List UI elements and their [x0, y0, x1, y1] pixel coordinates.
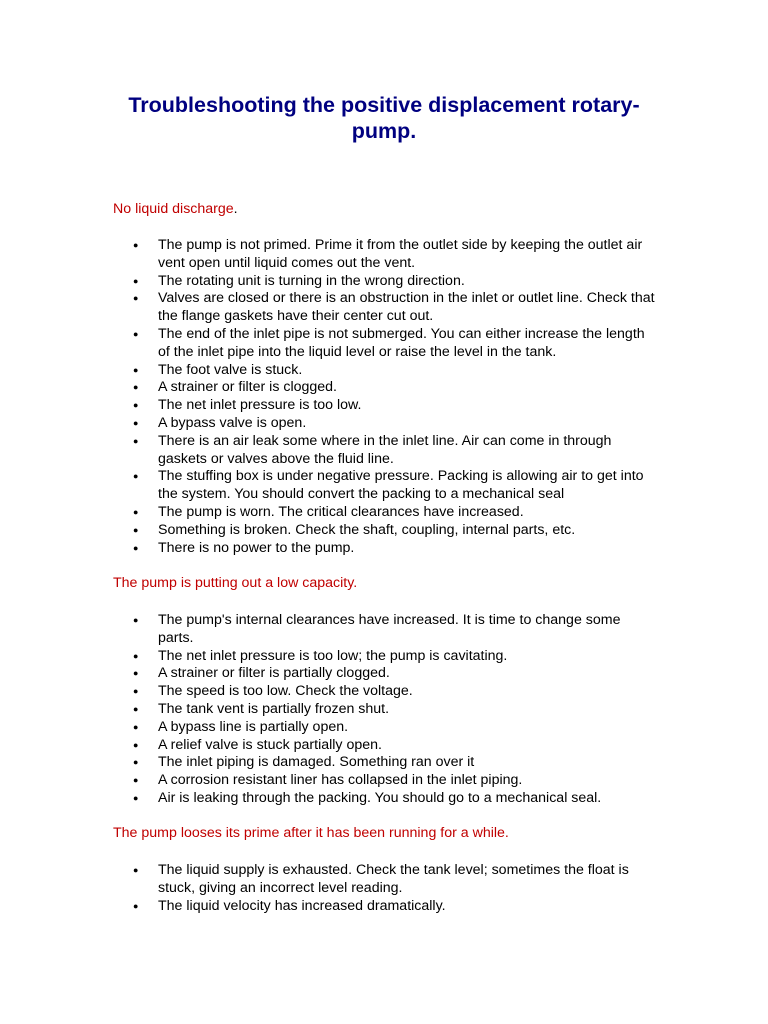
- list-item: [113, 772, 658, 790]
- list-item-text: The net inlet pressure is too low.: [158, 397, 362, 414]
- list-item: [113, 362, 658, 380]
- bullet-icon: ●: [133, 775, 139, 786]
- list-item-text: The inlet piping is damaged. Something ran over it: [158, 754, 475, 771]
- bullet-icon: ●: [133, 471, 139, 482]
- bullet-list-no-liquid-discharge: [113, 237, 658, 557]
- bullet-icon: ●: [133, 615, 139, 625]
- list-item-text: The speed is too low. Check the voltage.: [158, 683, 413, 700]
- section-heading-low-capacity: [113, 574, 357, 592]
- bullet-icon: ●: [133, 435, 139, 446]
- list-item: [113, 737, 658, 755]
- list-item-text: The end of the inlet pipe is not submerged. You can either increase the length of the inlet pipe into the liquid level or raise the level in the tank.: [158, 325, 645, 360]
- list-item: [113, 415, 658, 433]
- bullet-icon: ●: [133, 865, 139, 875]
- bullet-icon: ●: [133, 668, 139, 679]
- bullet-icon: ●: [133, 650, 139, 661]
- bullet-icon: ●: [133, 240, 139, 250]
- list-item: [113, 665, 658, 683]
- bullet-icon: ●: [133, 382, 139, 393]
- bullet-icon: ●: [133, 686, 139, 697]
- list-item: [113, 862, 658, 898]
- list-item: [113, 612, 658, 648]
- section-heading-text: No liquid discharge: [113, 201, 234, 217]
- list-item-text: A relief valve is stuck partially open.: [158, 736, 382, 753]
- bullet-icon: ●: [133, 739, 139, 750]
- list-item: [113, 379, 658, 397]
- section-heading-period: .: [233, 201, 238, 217]
- list-item-text: The pump is not primed. Prime it from the outlet side by keeping the outlet air vent open until liquid comes out the vent.: [158, 237, 643, 271]
- list-item-text: A bypass line is partially open.: [158, 718, 349, 735]
- bullet-list-low-capacity: [113, 612, 658, 808]
- list-item: [113, 326, 658, 362]
- list-item-text: A strainer or filter is partially clogged.: [158, 665, 390, 682]
- list-item: [113, 504, 658, 522]
- list-item: [113, 898, 658, 916]
- section-heading-looses-prime: [113, 824, 509, 842]
- bullet-icon: ●: [133, 757, 139, 768]
- bullet-icon: ●: [133, 328, 139, 339]
- list-item: [113, 237, 658, 273]
- list-item-text: A strainer or filter is clogged.: [158, 379, 337, 396]
- bullet-icon: ●: [133, 792, 139, 803]
- list-item-text: The pump is worn. The critical clearances have increased.: [158, 503, 524, 520]
- list-item-text: The foot valve is stuck.: [158, 361, 303, 378]
- list-item-text: Valves are closed or there is an obstruction in the inlet or outlet line. Check that the flange gaskets have their center cut out.: [158, 290, 655, 325]
- list-item: [113, 719, 658, 737]
- bullet-icon: ●: [133, 524, 139, 535]
- list-item: [113, 683, 658, 701]
- list-item: [113, 540, 658, 558]
- document-title: Troubleshooting the positive displacement rotary-pump.: [128, 93, 640, 143]
- list-item-text: The stuffing box is under negative pressure. Packing is allowing air to get into the system. You should convert the packing to a mechanical seal: [158, 468, 644, 503]
- list-item-text: The liquid velocity has increased dramatically.: [158, 897, 446, 914]
- bullet-icon: ●: [133, 703, 139, 714]
- bullet-icon: ●: [133, 542, 139, 553]
- list-item-text: The pump's internal clearances have increased. It is time to change some parts.: [158, 612, 621, 646]
- list-item: [113, 522, 658, 540]
- list-item: [113, 468, 658, 504]
- list-item-text: A corrosion resistant liner has collapsed in the inlet piping.: [158, 772, 523, 789]
- bullet-icon: ●: [133, 506, 139, 517]
- list-item-text: Air is leaking through the packing. You should go to a mechanical seal.: [158, 789, 602, 806]
- list-item-text: There is no power to the pump.: [158, 539, 355, 556]
- list-item-text: A bypass valve is open.: [158, 414, 307, 431]
- list-item: [113, 701, 658, 719]
- list-item: [113, 397, 658, 415]
- bullet-list-looses-prime: [113, 862, 658, 915]
- list-item-text: There is an air leak some where in the inlet line. Air can come in through gaskets or valves above the fluid line.: [158, 432, 612, 467]
- section-heading-text: The pump looses its prime after it has been running for a while.: [113, 825, 509, 841]
- bullet-icon: ●: [133, 400, 139, 411]
- list-item-text: The net inlet pressure is too low; the pump is cavitating.: [158, 647, 508, 664]
- list-item: [113, 790, 658, 808]
- list-item-text: The liquid supply is exhausted. Check the tank level; sometimes the float is stuck, giving an incorrect level reading.: [158, 862, 629, 896]
- bullet-icon: ●: [133, 721, 139, 732]
- list-item-text: The rotating unit is turning in the wrong direction.: [158, 272, 465, 289]
- bullet-icon: ●: [133, 275, 139, 286]
- bullet-icon: ●: [133, 364, 139, 375]
- section-heading-text: The pump is putting out a low capacity.: [113, 575, 358, 591]
- list-item: [113, 433, 658, 469]
- bullet-icon: ●: [133, 293, 139, 304]
- section-heading-no-liquid-discharge: [113, 200, 238, 218]
- list-item-text: The tank vent is partially frozen shut.: [158, 700, 390, 717]
- bullet-icon: ●: [133, 900, 139, 911]
- list-item: [113, 290, 658, 326]
- list-item: [113, 273, 658, 291]
- list-item: [113, 754, 658, 772]
- bullet-icon: ●: [133, 417, 139, 428]
- list-item-text: Something is broken. Check the shaft, coupling, internal parts, etc.: [158, 521, 576, 538]
- list-item: [113, 648, 658, 666]
